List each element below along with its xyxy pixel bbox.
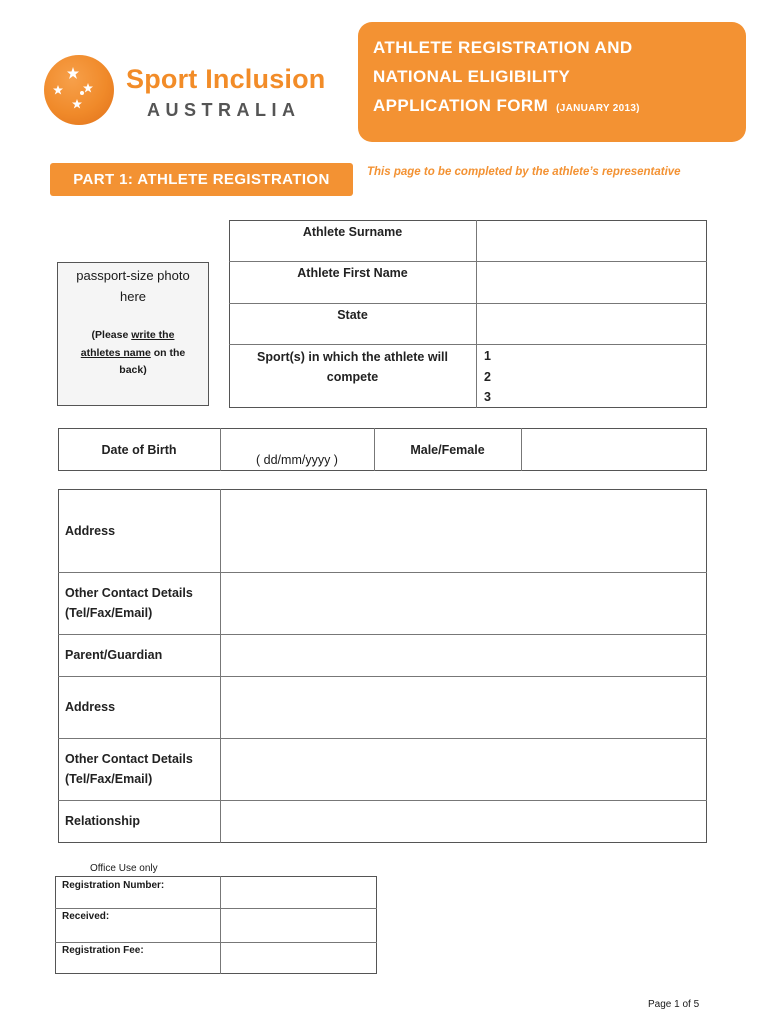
office-use-title: Office Use only: [90, 863, 158, 874]
sports-label-1: Sport(s) in which the athlete will: [257, 350, 448, 364]
photo-note-b: write the: [131, 329, 175, 341]
guardian-label: Parent/Guardian: [65, 648, 163, 662]
address-field[interactable]: [222, 491, 705, 571]
received-field[interactable]: [222, 910, 375, 941]
registration-number-label: Registration Number:: [62, 880, 165, 891]
guardian-field[interactable]: [222, 636, 705, 675]
athlete-surname-field[interactable]: [478, 222, 705, 260]
guardian-contact-label-2: (Tel/Fax/Email): [65, 772, 153, 786]
photo-note-d: on the: [150, 347, 186, 359]
gender-field[interactable]: [523, 430, 705, 469]
photo-label-2: here: [119, 289, 147, 304]
form-title-line-3: [373, 96, 640, 116]
row-divider: [58, 800, 707, 801]
photo-note-3: back): [119, 364, 147, 376]
row-divider: [229, 303, 707, 304]
col-divider: [220, 876, 221, 974]
photo-note-c: athletes name: [80, 347, 151, 359]
guardian-contact-label-1: Other Contact Details: [65, 752, 193, 766]
sport-number-1: 1: [484, 349, 491, 363]
logo-emblem: [44, 55, 114, 125]
page-number: Page 1 of 5: [648, 999, 700, 1010]
dob-label: Date of Birth: [101, 443, 177, 457]
form-title-line-2: NATIONAL ELIGIBILITY: [373, 67, 571, 86]
row-divider: [229, 344, 707, 345]
row-divider: [58, 634, 707, 635]
photo-label-1: passport-size photo: [76, 268, 190, 283]
logo-wordmark: Sport Inclusion: [126, 64, 326, 94]
athlete-first-name-field[interactable]: [478, 263, 705, 301]
other-contact-label-2: (Tel/Fax/Email): [65, 606, 153, 620]
row-divider: [58, 738, 707, 739]
registration-fee-label: Registration Fee:: [62, 945, 144, 956]
registration-number-field[interactable]: [222, 878, 375, 907]
row-divider: [55, 942, 377, 943]
southern-cross-icon: [44, 55, 114, 125]
state-label: State: [337, 308, 368, 322]
relationship-label: Relationship: [65, 814, 141, 828]
row-divider: [58, 676, 707, 677]
guardian-address-label: Address: [65, 700, 116, 714]
photo-note-2: [57, 347, 209, 359]
athlete-first-name-label: Athlete First Name: [297, 266, 408, 280]
section-heading: PART 1: ATHLETE REGISTRATION: [50, 163, 353, 196]
relationship-field[interactable]: [222, 802, 705, 842]
other-contact-field[interactable]: [222, 574, 705, 633]
sports-label-2: compete: [326, 370, 379, 384]
received-label: Received:: [62, 911, 110, 922]
photo-note-1: [57, 329, 209, 341]
row-divider: [55, 908, 377, 909]
address-label: Address: [65, 524, 116, 538]
form-date: (JANUARY 2013): [556, 103, 640, 114]
athlete-surname-label: Athlete Surname: [302, 225, 403, 239]
form-title-line-1: ATHLETE REGISTRATION AND: [373, 38, 633, 57]
guardian-contact-field[interactable]: [222, 740, 705, 799]
table-divider: [476, 220, 477, 408]
other-contact-label-1: Other Contact Details: [65, 586, 193, 600]
state-field[interactable]: [478, 305, 705, 343]
col-divider: [521, 428, 522, 471]
logo-subtitle: AUSTRALIA: [147, 100, 301, 120]
sports-field[interactable]: [500, 346, 705, 406]
dob-field[interactable]: ( dd/mm/yyyy ): [256, 453, 338, 467]
instruction-note: This page to be completed by the athlete’s representative: [367, 166, 681, 178]
col-divider: [220, 489, 221, 843]
row-divider: [58, 572, 707, 573]
gender-label: Male/Female: [410, 443, 485, 457]
registration-fee-field[interactable]: [222, 944, 375, 973]
guardian-address-field[interactable]: [222, 678, 705, 737]
form-title-text: APPLICATION FORM: [373, 96, 549, 115]
photo-note-a: (Please: [91, 329, 132, 341]
sport-number-3: 3: [484, 390, 491, 404]
row-divider: [229, 261, 707, 262]
sport-number-2: 2: [484, 370, 491, 384]
